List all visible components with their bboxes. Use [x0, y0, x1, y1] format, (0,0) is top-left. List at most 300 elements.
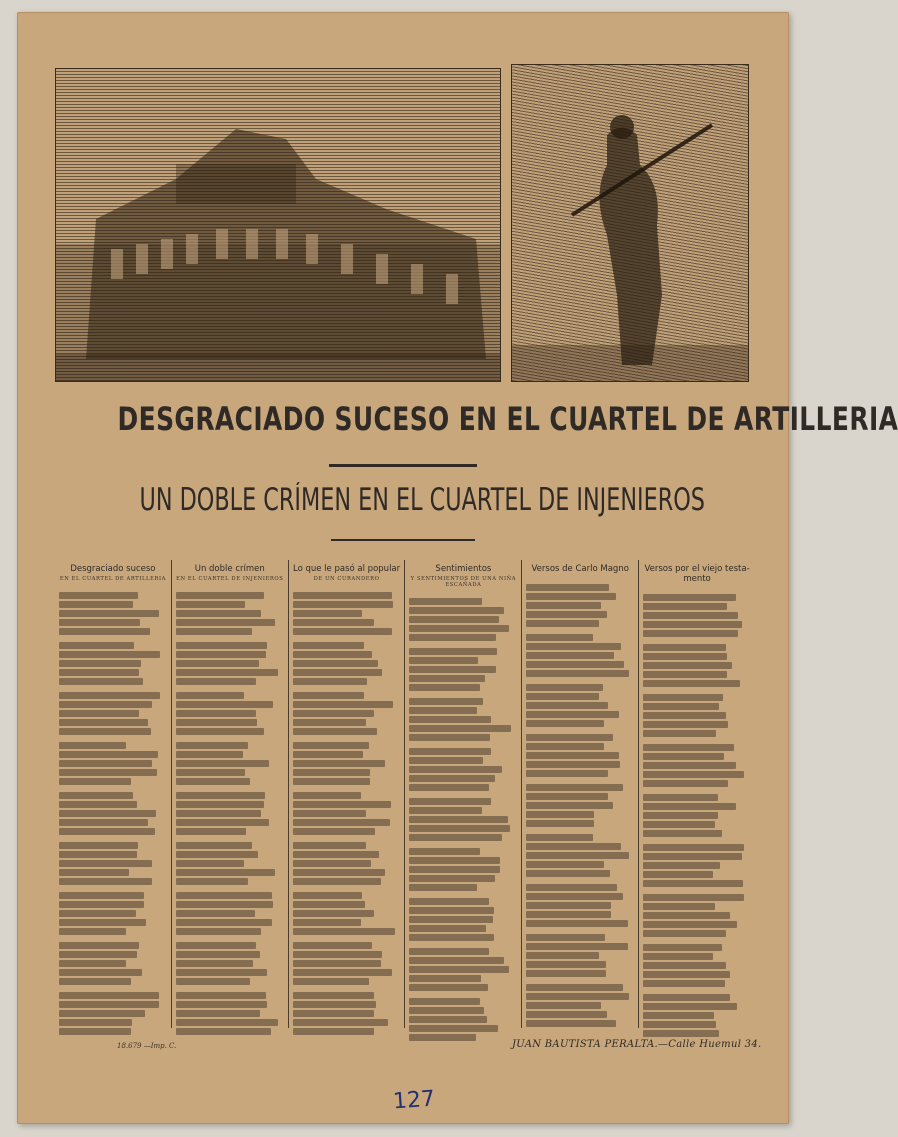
broadsheet-page: [17, 12, 898, 1124]
verse-line: [526, 811, 594, 818]
verse-stanza: [643, 794, 751, 837]
column-title: Lo que le pasó al popular: [292, 564, 401, 574]
verse-line: [526, 884, 617, 891]
verse-line: [293, 719, 366, 726]
verse-stanza: [643, 594, 751, 637]
verse-stanza: [409, 798, 517, 841]
verse-line: [59, 601, 133, 608]
verse-line: [59, 851, 137, 858]
verse-stanza: [59, 592, 167, 635]
verse-line: [176, 919, 272, 926]
verse-line: [176, 710, 256, 717]
verse-line: [409, 725, 510, 732]
verse-line: [526, 752, 619, 759]
column-title: Desgraciado suceso: [70, 564, 156, 574]
verse-line: [526, 852, 628, 859]
verse-line: [293, 1028, 374, 1035]
verse-line: [59, 1019, 132, 1026]
verse-line: [59, 628, 150, 635]
verse-text-block: [409, 598, 517, 1041]
verse-line: [643, 653, 727, 660]
verse-line: [526, 770, 608, 777]
verse-line: [526, 961, 606, 968]
verse-stanza: [526, 784, 634, 827]
verse-line: [409, 866, 500, 873]
verse-stanza: [59, 692, 167, 735]
verse-line: [59, 860, 152, 867]
verse-line: [409, 975, 480, 982]
verse-text-block: [293, 592, 401, 1035]
verse-line: [409, 966, 508, 973]
verse-line: [409, 984, 488, 991]
verse-line: [643, 662, 731, 669]
verse-line: [176, 692, 244, 699]
verse-line: [526, 743, 604, 750]
verse-line: [293, 819, 390, 826]
verse-stanza: [409, 698, 517, 741]
verse-line: [176, 901, 273, 908]
verse-line: [409, 1007, 483, 1014]
verse-line: [293, 1010, 374, 1017]
verse-line: [409, 948, 489, 955]
verse-line: [643, 644, 726, 651]
verse-line: [643, 612, 738, 619]
verse-line: [59, 751, 158, 758]
verse-line: [293, 1001, 376, 1008]
verse-line: [409, 875, 494, 882]
verse-line: [526, 652, 613, 659]
verse-line: [643, 803, 736, 810]
verse-line: [643, 812, 717, 819]
verse-line: [643, 971, 730, 978]
verse-line: [643, 771, 744, 778]
verse-line: [526, 761, 620, 768]
verse-line: [293, 669, 382, 676]
verse-line: [176, 769, 245, 776]
verse-line: [409, 684, 479, 691]
verse-line: [59, 828, 155, 835]
verse-column: [638, 560, 755, 1028]
verse-line: [526, 834, 593, 841]
verse-line: [643, 630, 738, 637]
verse-line: [59, 610, 159, 617]
verse-line: [643, 871, 713, 878]
verse-line: [176, 619, 275, 626]
column-title: Un doble crímen: [194, 564, 265, 574]
verse-line: [409, 757, 482, 764]
verse-line: [293, 878, 381, 885]
verse-line: [409, 625, 508, 632]
verse-line: [293, 910, 374, 917]
verse-line: [293, 969, 392, 976]
verse-line: [643, 953, 713, 960]
headline-title: DESGRACIADO SUCESO EN EL CUARTEL DE ARTILLERIA: [117, 400, 898, 438]
verse-line: [409, 675, 484, 682]
verse-columns: [55, 560, 755, 1028]
verse-line: [409, 825, 509, 832]
verse-stanza: [643, 744, 751, 787]
verse-line: [59, 592, 138, 599]
verse-line: [409, 857, 500, 864]
verse-stanza: [176, 692, 284, 735]
verse-line: [409, 766, 502, 773]
verse-line: [293, 901, 365, 908]
column-subtitle: EN EL CUARTEL DE INJENIEROS: [176, 576, 284, 582]
verse-line: [176, 878, 248, 885]
verse-line: [293, 742, 370, 749]
verse-line: [526, 902, 611, 909]
verse-line: [293, 992, 374, 999]
publisher-imprint: JUAN BAUTISTA PERALTA.—Calle Huemul 34.: [512, 1039, 762, 1050]
verse-text-block: [526, 584, 634, 1027]
verse-line: [293, 842, 366, 849]
verse-line: [59, 951, 137, 958]
verse-line: [59, 960, 126, 967]
verse-line: [176, 969, 268, 976]
verse-line: [293, 942, 373, 949]
verse-line: [293, 851, 379, 858]
verse-stanza: [59, 892, 167, 935]
verse-line: [176, 610, 261, 617]
verse-stanza: [409, 598, 517, 641]
verse-line: [293, 860, 372, 867]
verse-line: [643, 1021, 716, 1028]
verse-line: [176, 742, 248, 749]
verse-stanza: [526, 734, 634, 777]
verse-stanza: [409, 648, 517, 691]
verse-line: [643, 862, 720, 869]
verse-line: [176, 978, 250, 985]
verse-stanza: [59, 942, 167, 985]
verse-stanza: [526, 884, 634, 927]
verse-line: [526, 661, 624, 668]
verse-line: [176, 701, 273, 708]
verse-line: [59, 969, 142, 976]
verse-line: [526, 920, 627, 927]
verse-line: [59, 742, 126, 749]
verse-line: [293, 769, 371, 776]
column-title: Sentimientos: [435, 564, 492, 574]
verse-line: [293, 792, 361, 799]
verse-line: [59, 942, 139, 949]
verse-line: [526, 943, 627, 950]
verse-line: [293, 828, 375, 835]
verse-line: [176, 642, 268, 649]
verse-line: [643, 603, 727, 610]
theater-building-engraving: [55, 68, 501, 382]
verse-stanza: [643, 644, 751, 687]
verse-line: [176, 1019, 278, 1026]
verse-line: [293, 778, 371, 785]
verse-line: [176, 678, 256, 685]
verse-line: [643, 853, 742, 860]
verse-line: [409, 666, 495, 673]
verse-line: [59, 892, 144, 899]
verse-stanza: [643, 844, 751, 887]
verse-stanza: [176, 592, 284, 635]
verse-stanza: [293, 892, 401, 935]
verse-line: [526, 620, 598, 627]
verse-line: [643, 912, 730, 919]
verse-stanza: [409, 748, 517, 791]
verse-stanza: [293, 942, 401, 985]
verse-line: [409, 1034, 476, 1041]
verse-line: [526, 720, 604, 727]
verse-line: [59, 1001, 159, 1008]
verse-line: [409, 1016, 487, 1023]
verse-line: [643, 753, 724, 760]
verse-stanza: [59, 792, 167, 835]
verse-line: [176, 869, 275, 876]
verse-stanza: [176, 842, 284, 885]
verse-stanza: [176, 742, 284, 785]
verse-column: [288, 560, 405, 1028]
verse-line: [176, 801, 264, 808]
verse-stanza: [59, 842, 167, 885]
verse-line: [643, 721, 728, 728]
column-title: Versos por el viejo testa-mento: [644, 564, 750, 584]
verse-line: [643, 944, 722, 951]
verse-line: [409, 707, 477, 714]
verse-line: [643, 880, 743, 887]
verse-line: [293, 592, 392, 599]
verse-line: [176, 751, 243, 758]
verse-stanza: [643, 894, 751, 937]
verse-line: [409, 634, 495, 641]
column-subtitle: EN EL CUARTEL DE ARTILLERIA: [59, 576, 166, 582]
verse-line: [293, 751, 363, 758]
verse-line: [643, 621, 742, 628]
verse-line: [176, 719, 257, 726]
verse-line: [176, 1028, 271, 1035]
verse-stanza: [293, 742, 401, 785]
verse-line: [643, 671, 727, 678]
subtitle-divider: [331, 539, 475, 541]
verse-line: [526, 843, 621, 850]
verse-line: [176, 951, 260, 958]
verse-line: [59, 710, 139, 717]
verse-line: [643, 712, 726, 719]
column-title: Versos de Carlo Magno: [531, 564, 629, 574]
verse-line: [409, 598, 481, 605]
verse-line: [409, 657, 478, 664]
verse-stanza: [293, 592, 401, 635]
verse-line: [293, 610, 362, 617]
verse-column: [171, 560, 288, 1028]
verse-line: [293, 1019, 388, 1026]
verse-line: [59, 842, 138, 849]
verse-line: [643, 930, 726, 937]
verse-stanza: [176, 792, 284, 835]
verse-line: [176, 1010, 260, 1017]
verse-line: [409, 648, 496, 655]
verse-stanza: [59, 642, 167, 685]
verse-stanza: [409, 848, 517, 891]
verse-line: [526, 993, 628, 1000]
verse-stanza: [643, 944, 751, 987]
verse-line: [643, 821, 715, 828]
verse-line: [176, 792, 265, 799]
verse-line: [643, 780, 728, 787]
verse-line: [59, 792, 133, 799]
verse-line: [643, 830, 722, 837]
verse-line: [526, 911, 611, 918]
verse-line: [643, 921, 737, 928]
verse-line: [293, 651, 373, 658]
verse-line: [59, 701, 152, 708]
verse-stanza: [409, 948, 517, 991]
verse-stanza: [59, 992, 167, 1035]
verse-line: [526, 1020, 615, 1027]
verse-line: [59, 992, 159, 999]
verse-line: [409, 884, 477, 891]
verse-line: [643, 762, 736, 769]
verse-line: [409, 998, 479, 1005]
verse-line: [176, 628, 253, 635]
verse-line: [293, 619, 374, 626]
verse-line: [409, 907, 493, 914]
verse-stanza: [409, 898, 517, 941]
verse-stanza: [643, 694, 751, 737]
verse-line: [59, 869, 129, 876]
verse-line: [176, 778, 250, 785]
soldier-with-rifle-engraving: [511, 64, 749, 382]
verse-line: [293, 642, 364, 649]
verse-line: [526, 784, 623, 791]
verse-line: [176, 860, 244, 867]
verse-line: [59, 878, 152, 885]
verse-line: [409, 834, 502, 841]
handwritten-catalog-number: 127: [392, 1086, 436, 1115]
verse-line: [526, 820, 594, 827]
column-subtitle: Y SENTIMIENTOS DE UNA NIÑA ESCAÑADA: [410, 576, 517, 588]
verse-line: [643, 894, 744, 901]
verse-line: [409, 798, 491, 805]
verse-stanza: [293, 792, 401, 835]
verse-line: [526, 634, 593, 641]
verse-line: [293, 660, 378, 667]
verse-stanza: [293, 842, 401, 885]
verse-line: [526, 611, 607, 618]
verse-line: [176, 760, 269, 767]
verse-line: [59, 778, 131, 785]
verse-line: [59, 642, 134, 649]
verse-line: [526, 802, 612, 809]
verse-line: [176, 842, 253, 849]
verse-line: [643, 994, 730, 1001]
verse-line: [526, 870, 610, 877]
verse-stanza: [526, 684, 634, 727]
verse-line: [526, 684, 603, 691]
verse-line: [293, 728, 377, 735]
verse-stanza: [293, 692, 401, 735]
verse-line: [176, 592, 264, 599]
verse-line: [643, 1012, 714, 1019]
verse-line: [293, 951, 382, 958]
verse-line: [526, 934, 605, 941]
verse-line: [526, 893, 623, 900]
verse-line: [59, 810, 156, 817]
verse-text-block: [176, 592, 284, 1035]
verse-line: [643, 794, 717, 801]
verse-line: [409, 748, 491, 755]
verse-line: [59, 901, 144, 908]
printer-imprint: 18.679 —Imp. C.: [117, 1042, 177, 1050]
verse-line: [293, 810, 366, 817]
verse-line: [59, 919, 146, 926]
verse-line: [643, 694, 723, 701]
verse-line: [293, 919, 361, 926]
verse-stanza: [176, 942, 284, 985]
verse-line: [176, 819, 269, 826]
verse-stanza: [176, 892, 284, 935]
verse-line: [293, 628, 392, 635]
verse-stanza: [526, 584, 634, 627]
verse-line: [293, 978, 370, 985]
verse-line: [176, 910, 255, 917]
verse-line: [526, 734, 612, 741]
verse-line: [176, 892, 272, 899]
verse-line: [59, 660, 141, 667]
verse-line: [526, 1002, 600, 1009]
verse-column: [404, 560, 521, 1028]
verse-line: [643, 1003, 737, 1010]
verse-line: [176, 669, 278, 676]
verse-text-block: [643, 594, 751, 1037]
verse-stanza: [526, 634, 634, 677]
verse-line: [526, 670, 628, 677]
verse-line: [409, 716, 491, 723]
verse-stanza: [409, 998, 517, 1041]
verse-line: [409, 784, 489, 791]
verse-line: [176, 660, 259, 667]
verse-line: [59, 651, 160, 658]
verse-line: [526, 970, 606, 977]
verse-line: [643, 744, 734, 751]
verse-line: [643, 594, 736, 601]
verse-line: [59, 719, 148, 726]
verse-stanza: [59, 742, 167, 785]
verse-line: [643, 680, 740, 687]
verse-line: [643, 980, 725, 987]
verse-line: [59, 669, 139, 676]
verse-line: [176, 851, 258, 858]
verse-line: [409, 734, 490, 741]
verse-line: [176, 728, 264, 735]
verse-stanza: [526, 984, 634, 1027]
verse-stanza: [293, 992, 401, 1035]
verse-line: [176, 601, 245, 608]
verse-line: [409, 925, 486, 932]
verse-line: [293, 701, 393, 708]
verse-line: [59, 910, 136, 917]
verse-line: [293, 960, 381, 967]
verse-line: [643, 730, 716, 737]
verse-line: [643, 844, 744, 851]
verse-line: [176, 810, 261, 817]
title-divider: [329, 464, 477, 467]
verse-line: [526, 711, 619, 718]
verse-line: [293, 601, 393, 608]
verse-line: [409, 616, 498, 623]
verse-line: [526, 1011, 607, 1018]
verse-line: [293, 892, 362, 899]
verse-line: [176, 992, 267, 999]
verse-line: [643, 962, 726, 969]
verse-line: [409, 848, 479, 855]
verse-line: [59, 619, 140, 626]
verse-line: [293, 710, 374, 717]
